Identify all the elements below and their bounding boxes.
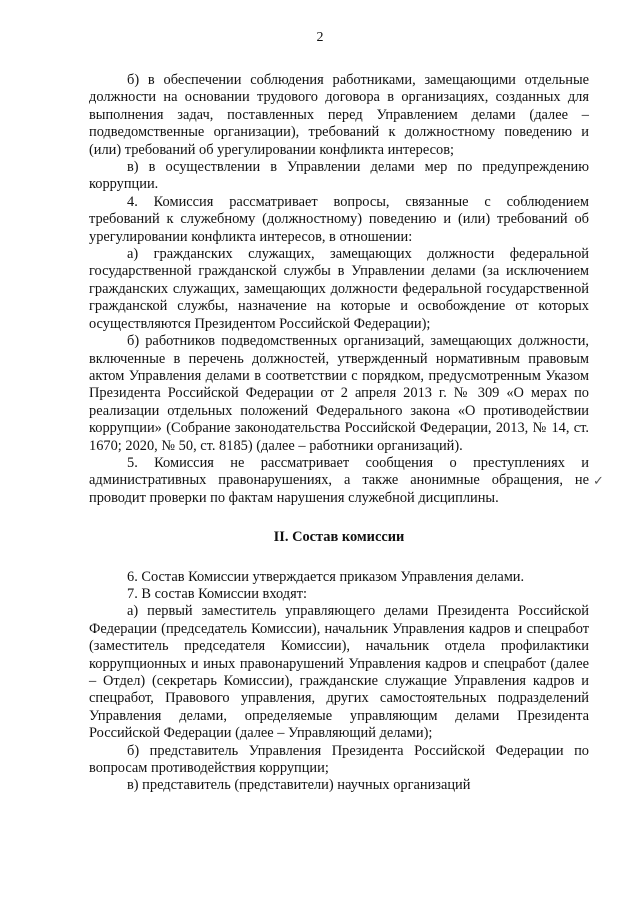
paragraph-7b: б) представитель Управления Президента Российской Федерации по вопросам противодействия коррупции;	[89, 742, 589, 777]
paragraph-7: 7. В состав Комиссии входят:	[127, 585, 307, 602]
paragraph-6: 6. Состав Комиссии утверждается приказом Управления делами.	[127, 568, 525, 585]
paragraph-3b: б) в обеспечении соблюдения работниками, замещающими отдельные должности на основании трудового договора в организациях, созданных для выполнения задач, поставленных перед Управлением делами (далее – подведомственные организации), требований к должностному поведению и (или) требований об урегулировании конфликта интересов;	[89, 72, 589, 158]
paragraph-4b: б) работников подведомственных организаций, замещающих должности, включенные в перечень должностей, утвержденный нормативным правовым актом Управления делами в соответствии с порядком, предусмотренным Указом Президента Российской Федерации от 2 апреля 2013 г. № 309 «О мерах по реализации отдельных положений Федерального закона «О противодействии коррупции» (Собрание законодательства Российской Федерации, 2013, № 14, ст. 1670; 2020, № 50, ст. 8185) (далее – работники организаций).	[89, 333, 589, 454]
paragraph-4a: а) гражданских служащих, замещающих должности федеральной государственной гражданской службы в Управлении делами (за исключением гражданских служащих, замещающих должности федеральной государственной гражданской службы, назначение на которые и освобождение от которых осуществляются Президентом Российской Федерации);	[89, 246, 589, 332]
paragraph-3c: в) в осуществлении в Управлении делами мер по предупреждению коррупции.	[89, 159, 589, 193]
paragraph-7a: а) первый заместитель управляющего делами Президента Российской Федерации (председатель Комиссии), начальник Управления кадров и спецработ (заместитель председателя Комиссии), начальник отдела профилактики коррупционных и иных правонарушений Управления кадров и спецработ (далее – Отдел) (секретарь Комиссии), гражданские служащие Управления кадров и спецработ, Правового управления, других самостоятельных подразделений Управления делами, определяемые управляющим делами Президента Российской Федерации (далее – Управляющий делами);	[89, 603, 589, 742]
paragraph-5: 5. Комиссия не рассматривает сообщения о преступлениях и административных правонарушениях, а также анонимные обращения, не проводит проверки по фактам нарушения служебной дисциплины.	[89, 454, 589, 506]
spacer	[89, 507, 589, 529]
paragraph-4: 4. Комиссия рассматривает вопросы, связанные с соблюдением требований к служебному (должностному) поведению и (или) требований об урегулировании конфликта интересов, в отношении:	[89, 193, 589, 245]
document-body	[89, 72, 589, 795]
page-number: 2	[316, 30, 324, 45]
section-heading: II. Состав комиссии	[273, 529, 405, 546]
spacer	[89, 547, 589, 569]
paragraph-7c: в) представитель (представители) научных организаций	[127, 777, 471, 794]
checkmark-icon: ✓	[593, 474, 604, 489]
